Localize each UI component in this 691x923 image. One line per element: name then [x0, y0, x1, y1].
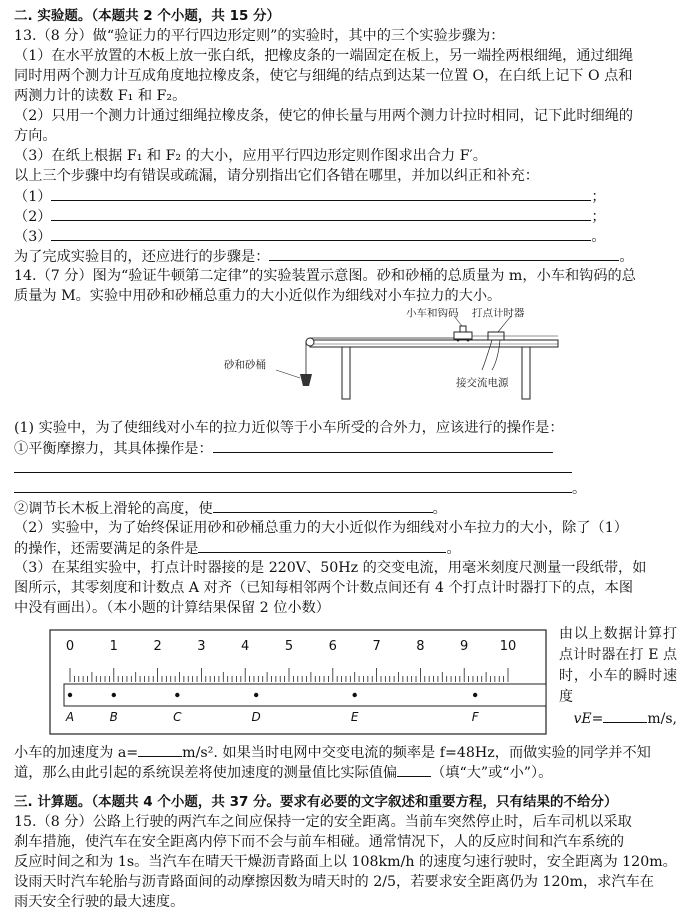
apparatus-figure [14, 308, 677, 414]
apparatus-diagram [14, 308, 677, 414]
q13-line8: 以上三个步骤中均有错误或疏漏，请分别指出它们各错在哪里，并加以纠正和补充： [14, 168, 539, 184]
ruler-figure [14, 624, 677, 742]
q14-friction-blank-1[interactable] [213, 438, 553, 453]
q14-part3c: 中没有画出）。（本小题的计算结果保留 2 位小数） [14, 600, 330, 616]
q13-answer-1-end: ； [591, 189, 606, 205]
q14-part2b-end: 。 [446, 541, 461, 557]
count-point-label: A [65, 710, 75, 724]
table-leg-left [342, 347, 350, 399]
q14-part1a [14, 438, 677, 458]
accel-blank[interactable] [138, 742, 182, 757]
q13-answer-2 [14, 206, 677, 226]
q14-friction-blank-2[interactable] [14, 458, 572, 473]
q13-answer-1-label: （1） [14, 189, 52, 205]
ve-unit: m/s, [647, 711, 677, 727]
ve-label: vE= [573, 711, 604, 727]
ve-line [559, 708, 677, 730]
q15-line3: 反应时间之和为 1s。当汽车在晴天干燥沥青路面上以 108km/h 的速度匀速行驶时，安全距离为 120m。 [14, 854, 677, 870]
q13-answer-2-blank[interactable] [51, 206, 591, 221]
ruler-number: 5 [284, 639, 294, 654]
board [310, 340, 558, 347]
ruler-number: 4 [241, 639, 250, 654]
ruler-number: 0 [65, 639, 75, 654]
q14-accel-label: 小车的加速度为 a= [14, 745, 139, 761]
table-leg-right [522, 347, 530, 399]
q13-answer-3-end: 。 [591, 229, 606, 245]
section3-title: 三. 计算题。（本题共 4 个小题，共 37 分。要求有必要的文字叙述和重要方程，只有结果的不给分） [14, 794, 618, 810]
q14-line2: 质量为 M。实验中用砂和砂桶总重力的大小近似作为细线对小车拉力的大小。 [14, 288, 502, 304]
q14-part1: (1) 实验中，为了使细线对小车的拉力近似等于小车所受的合外力，应该进行的操作是： [14, 420, 564, 436]
count-point-label: F [471, 710, 479, 724]
q14-condition-blank[interactable] [198, 538, 446, 553]
q14-part1c-label: ②调节长木板上滑轮的高度，使 [14, 501, 213, 517]
side-text-body: 由以上数据计算打点计时器在打 E 点时，小车的瞬时速度 [559, 626, 677, 705]
q13-extra-step-end: 。 [619, 249, 634, 265]
ruler-number: 9 [460, 639, 469, 654]
label-ac-source: 接交流电源 [456, 377, 509, 389]
q13-line4: 两测力计的读数 F₁ 和 F₂。 [14, 88, 187, 104]
ruler-side-text [559, 624, 677, 730]
q14-pulley-blank[interactable] [213, 498, 433, 513]
count-point-dot [353, 693, 357, 697]
count-point-dot [473, 693, 477, 697]
ruler-number: 6 [328, 639, 337, 654]
q13-line7: （3）在纸上根据 F₁ 和 F₂ 的大小，应用平行四边形定则作图求出合力 F′。 [14, 148, 487, 164]
q14-error-label: 道，那么由此引起的系统误差将使加速度的测量值比实际值偏 [14, 765, 398, 781]
q14-friction-blank-3[interactable] [14, 478, 572, 493]
q14-part3a: （3）在某组实验中，打点计时器接的是 220V、50Hz 的交变电流，用毫米刻度尺测量一段纸带，如 [14, 560, 647, 576]
q14-part2b [14, 538, 677, 558]
q14-part1a-end: 。 [572, 481, 587, 497]
q15-line2: 刹车措施，使汽车在安全距离内停下而不会与前车相碰。通常情况下，人的反应时间和汽车系统的 [14, 834, 625, 850]
q14-line1: 14.（7 分）图为“验证牛顿第二定律”的实验装置示意图。砂和砂桶的总质量为 m，小车和钩码的总 [14, 268, 636, 284]
q13-line2: （1）在水平放置的木板上放一张白纸，把橡皮条的一端固定在板上，另一端拴两根细绳，通过细绳 [14, 48, 634, 64]
q14-part1c-end: 。 [432, 501, 447, 517]
q13-answer-3 [14, 226, 677, 246]
label-cart: 小车和钩码 [406, 308, 459, 319]
count-point-dot [68, 693, 72, 697]
q13-line1: 13.（8 分）做“验证力的平行四边形定则”的实验时，其中的三个实验步骤为： [14, 28, 505, 44]
q13-answer-2-label: （2） [14, 209, 52, 225]
q14-part1a-cont2 [14, 478, 677, 498]
ruler-number: 8 [416, 639, 425, 654]
ruler-number: 10 [499, 639, 517, 654]
ve-blank[interactable] [603, 708, 647, 723]
ruler-number: 2 [153, 639, 162, 654]
cart [454, 332, 472, 339]
q13-line6: 方向。 [14, 128, 57, 144]
label-sand-bucket: 砂和砂桶 [224, 359, 266, 371]
q13-answer-3-label: （3） [14, 229, 52, 245]
count-point-dot [112, 693, 116, 697]
error-blank[interactable] [397, 762, 431, 777]
ruler-diagram [14, 624, 554, 742]
q14-part2a: （2）实验中，为了始终保证用砂和砂桶总重力的大小近似作为细线对小车拉力的大小，除了（1） [14, 520, 628, 536]
q13-extra-step-label: 为了完成实验目的，还应进行的步骤是： [14, 249, 270, 265]
q15-line1: 15.（8 分）公路上行驶的两汽车之间应保持一定的安全距离。当前车突然停止时，后车司机以采取 [14, 814, 632, 830]
section2-title: 二. 实验题。（本题共 2 个小题，共 15 分） [14, 8, 281, 24]
q13-line3: 同时用两个测力计互成角度地拉橡皮条，使它与细绳的结点到达某一位置 O，在白纸上记下 O 点和 [14, 68, 633, 84]
q13-answer-1 [14, 186, 677, 206]
label-timer: 打点计时器 [472, 308, 525, 319]
q13-answer-1-blank[interactable] [51, 186, 591, 201]
count-point-label: C [173, 710, 182, 724]
q14-accel-unit: m/s². 如果当时电网中交变电流的频率是 f=48Hz，而做实验的同学并不知 [182, 745, 651, 761]
ruler-number: 7 [372, 639, 381, 654]
q14-part1c [14, 498, 677, 518]
q13-line5: （2）只用一个测力计通过细绳拉橡皮条，使它的伸长量与用两个测力计拉时相同，记下此时细绳的 [14, 108, 634, 124]
count-point-dot [254, 693, 258, 697]
sand-bucket [300, 374, 312, 386]
q14-part1a-cont [14, 458, 677, 478]
q14-error-line [14, 762, 677, 782]
q14-part2b-label: 的操作，还需要满足的条件是 [14, 541, 199, 557]
ruler-number: 1 [109, 639, 118, 654]
q14-accel-line [14, 742, 677, 762]
q14-part3b: 图所示，其零刻度和计数点 A 对齐（已知每相邻两个计数点间还有 4 个打点计时器打下的点，本图 [14, 580, 634, 596]
q13-extra-step-blank[interactable] [269, 246, 619, 261]
count-point-dot [175, 693, 179, 697]
q14-error-end: （填“大”或“小”）。 [431, 765, 553, 781]
pulley [306, 338, 314, 346]
count-point-label: B [109, 710, 118, 724]
ruler-number: 3 [197, 639, 206, 654]
count-point-label: E [350, 710, 359, 724]
q15-line5: 雨天安全行驶的最大速度。 [14, 894, 185, 910]
q14-part1a-label: ①平衡摩擦力，其具体操作是： [14, 441, 213, 457]
count-point-label: D [251, 710, 261, 724]
q13-extra-step [14, 246, 677, 266]
q13-answer-2-end: ； [591, 209, 606, 225]
q15-line4: 设雨天时汽车轮胎与沥青路面间的动摩擦因数为晴天时的 2/5，若要求安全距离仍为 120m，求汽车在 [14, 874, 654, 890]
q13-answer-3-blank[interactable] [51, 226, 591, 241]
